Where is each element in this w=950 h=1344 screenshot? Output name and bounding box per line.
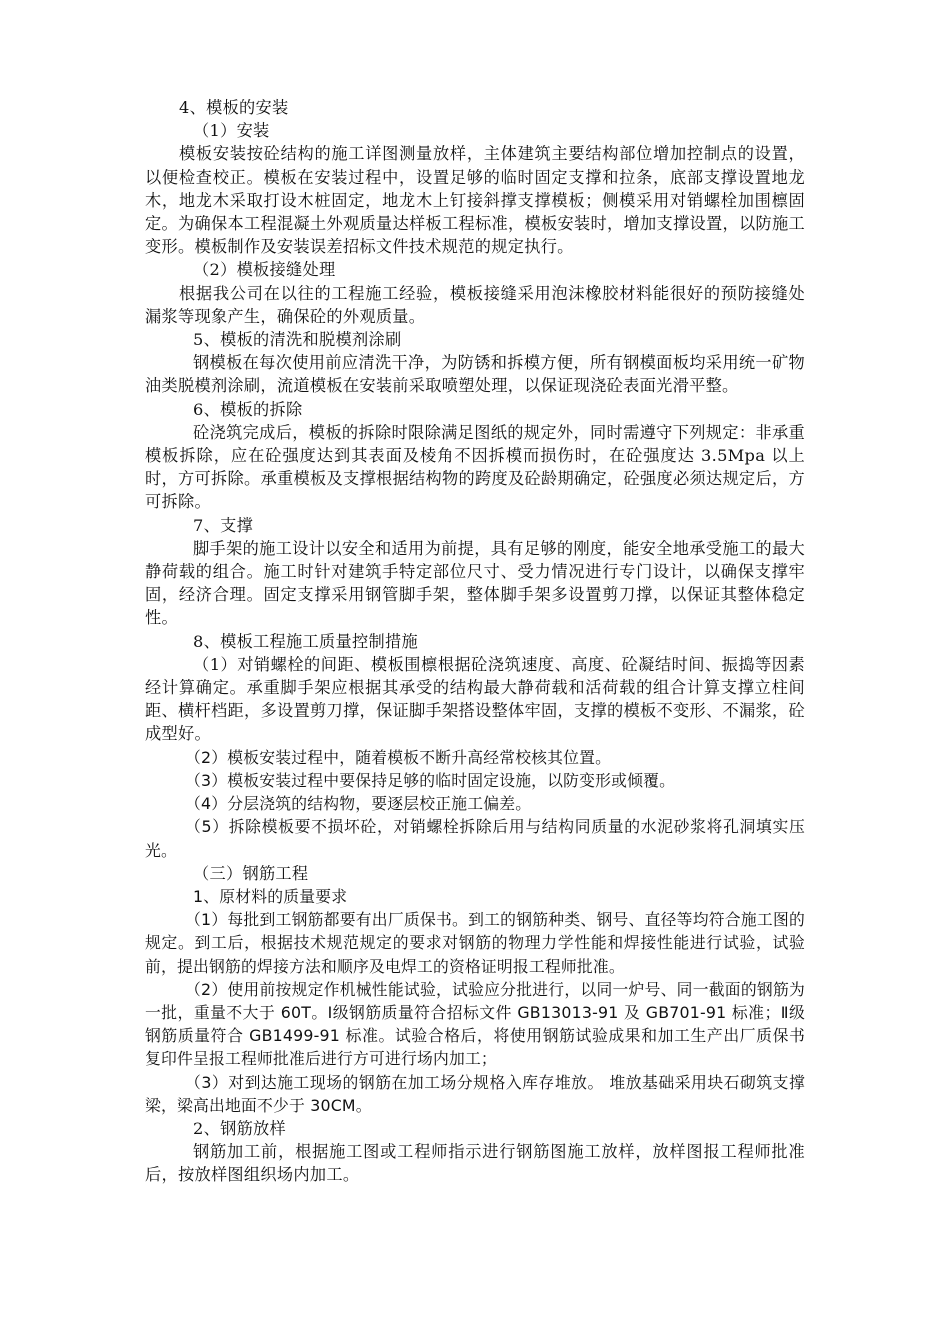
paragraph: 脚手架的施工设计以安全和适用为前提，具有足够的刚度，能安全地承受施工的最大静荷载的组合。施工时针对建筑手特定部位尺寸、受力情况进行专门设计，以确保支撑牢固，经济合理。固定支撑采用钢管脚手架，整体脚手架多设置剪刀撑，以保证其整体稳定性。: [145, 538, 805, 628]
paragraph: 1、原材料的质量要求: [193, 886, 348, 906]
paragraph: 砼浇筑完成后，模板的拆除时限除满足图纸的规定外，同时需遵守下列规定：非承重模板拆除，应在砼强度达到其表面及棱角不因拆模而损伤时，在砼强度达 3.5Mpa 以上时，方可拆除。承重模板及支撑根据结构物的跨度及砼龄期确定，砼强度必须达规定后，方可拆除。: [145, 422, 805, 512]
paragraph: 4、模板的安装: [179, 98, 289, 117]
paragraph: 6、模板的拆除: [193, 399, 303, 419]
paragraph: （3）模板安装过程中要保持足够的临时固定设施，以防变形或倾覆。: [185, 770, 676, 790]
document-body: [145, 96, 805, 1187]
paragraph: 8、模板工程施工质量控制措施: [193, 631, 418, 651]
paragraph: 钢筋加工前，根据施工图或工程师指示进行钢筋图施工放样，放样图报工程师批准后，按放样图组织场内加工。: [145, 1142, 805, 1185]
paragraph: 5、模板的清洗和脱模剂涂刷: [193, 330, 402, 350]
paragraph: 7、支撑: [193, 515, 254, 535]
paragraph: （5）拆除模板要不损坏砼，对销螺栓拆除后用与结构同质量的水泥砂浆将孔洞填实压光。: [145, 817, 805, 860]
paragraph: 根据我公司在以往的工程施工经验，模板接缝采用泡沫橡胶材料能很好的预防接缝处漏浆等现象产生，确保砼的外观质量。: [145, 283, 805, 326]
paragraph: （2）模板接缝处理: [193, 260, 336, 280]
paragraph: 2、钢筋放样: [193, 1118, 287, 1138]
paragraph: （三）钢筋工程: [193, 863, 309, 883]
paragraph: （1）对销螺栓的间距、模板围檩根据砼浇筑速度、高度、砼凝结时间、振捣等因素经计算确定。承重脚手架应根据其承受的结构最大静荷载和活荷载的组合计算支撑立柱间距、横杆档距，多设置剪刀撑，保证脚手架搭设整体牢固，支撑的模板不变形、不漏浆，砼成型好。: [145, 654, 805, 744]
paragraph: （2）模板安装过程中，随着模板不断升高经常校核其位置。: [185, 747, 612, 767]
paragraph: 钢模板在每次使用前应清洗干净，为防锈和拆模方便，所有钢模面板均采用统一矿物油类脱模剂涂刷，流道模板在安装前采取喷塑处理，以保证现浇砼表面光滑平整。: [145, 353, 805, 396]
paragraph: （2）使用前按规定作机械性能试验，试验应分批进行，以同一炉号、同一截面的钢筋为一批，重量不大于 60T。Ⅰ级钢筋质量符合招标文件 GB13013-91 及 GB701-91 标准；Ⅱ级钢筋质量符合 GB1499-91 标准。试验合格后，将使用钢筋试验成果和加工生产出厂质保书复印件呈报工程师批准后进行方可进行场内加工；: [145, 979, 805, 1069]
paragraph: 模板安装按砼结构的施工详图测量放样，主体建筑主要结构部位增加控制点的设置，以便检查校正。模板在安装过程中，设置足够的临时固定支撑和拉条，底部支撑设置地龙木，地龙木采取打设木桩固定，地龙木上钉接斜撑支撑模板；侧模采用对销螺栓加围檩固定。为确保本工程混凝土外观质量达样板工程标准，模板安装时，增加支撑设置，以防施工变形。模板制作及安装误差招标文件技术规范的规定执行。: [145, 144, 805, 257]
paragraph: （1）每批到工钢筋都要有出厂质保书。到工的钢筋种类、钢号、直径等均符合施工图的规定。到工后，根据技术规范规定的要求对钢筋的物理力学性能和焊接性能进行试验，试验前，提出钢筋的焊接方法和顺序及电焊工的资格证明报工程师批准。: [145, 910, 805, 976]
paragraph: （3）对到达施工现场的钢筋在加工场分规格入库存堆放。 堆放基础采用块石砌筑支撑梁，梁高出地面不少于 30CM。: [145, 1072, 805, 1115]
paragraph: （1）安装: [193, 121, 270, 141]
paragraph: （4）分层浇筑的结构物，要逐层校正施工偏差。: [185, 794, 532, 814]
